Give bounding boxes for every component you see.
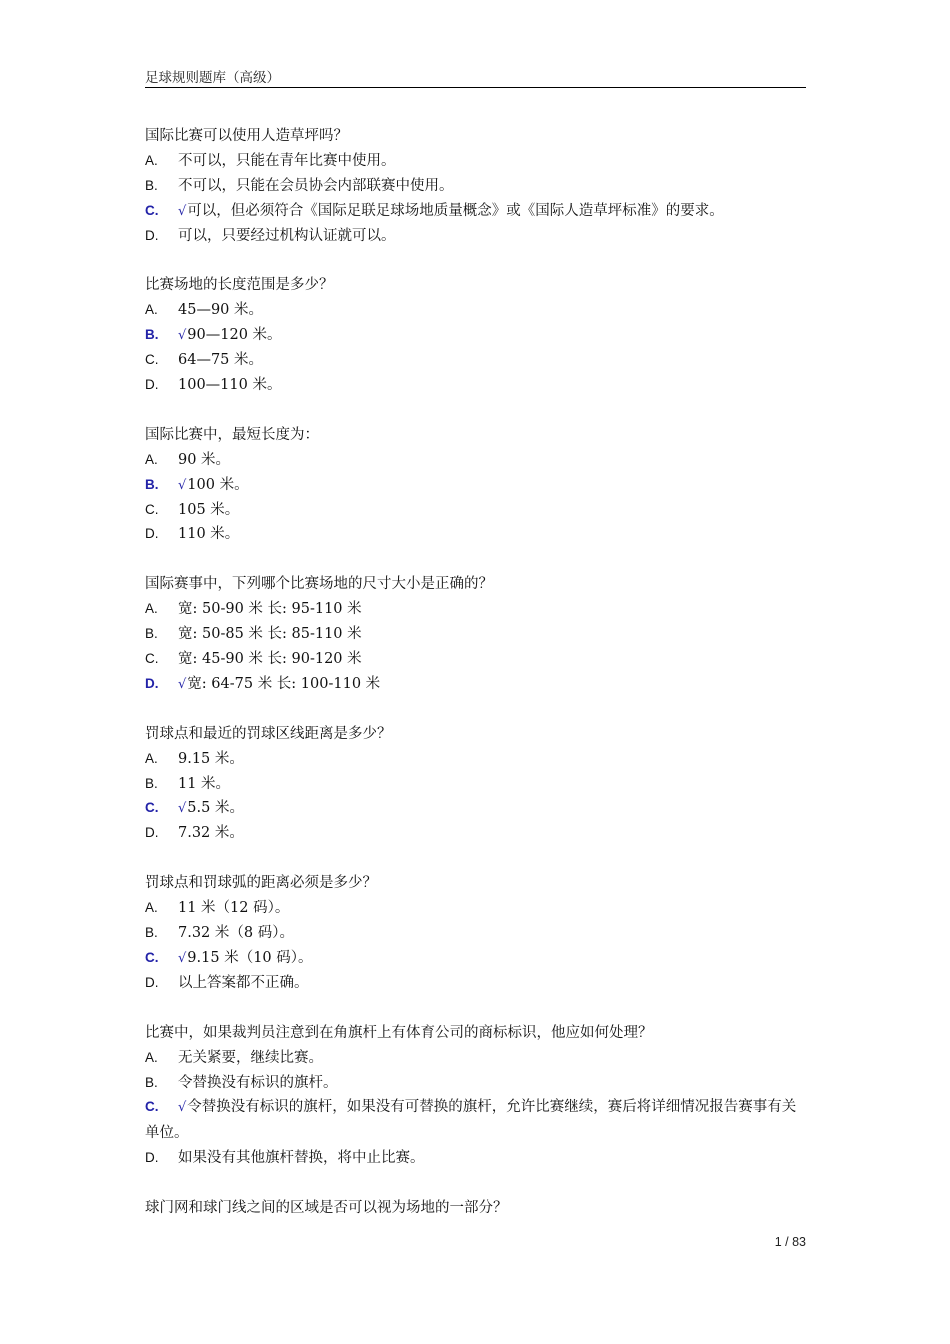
option-text: 7.32 米。 [178,825,244,842]
answer-option [145,1046,806,1071]
option-letter: C. [145,501,159,517]
question-text: 罚球点和最近的罚球区线距离是多少？ [145,725,392,742]
option-text: 105 米。 [178,501,240,518]
option-text: 宽: 50-85 米 长: 85-110 米 [178,626,362,643]
question-block [145,124,806,248]
answer-option [145,921,806,946]
option-letter: D. [145,377,159,393]
question-block [145,1021,806,1171]
answer-option-correct [145,1095,806,1146]
option-text: 11 米（12 码）。 [178,900,290,917]
question-block [145,1196,806,1221]
option-letter: D. [145,227,159,243]
option-letter: B. [145,1074,158,1090]
option-letter: B. [145,626,158,642]
option-letter: D. [145,974,159,990]
answer-option [145,1146,806,1171]
option-letter: C. [145,352,159,368]
option-text: 7.32 米（8 码）。 [178,925,294,942]
option-text: 5.5 米。 [187,800,244,817]
answer-option [145,821,806,846]
option-text: 以上答案都不正确。 [178,974,309,991]
question-text: 国际赛事中，下列哪个比赛场地的尺寸大小是正确的？ [145,576,493,593]
option-letter: A. [145,601,158,617]
answer-option [145,149,806,174]
option-letter: A. [145,750,158,766]
option-text: 令替换没有标识的旗杆。 [178,1074,338,1091]
answer-option [145,448,806,473]
option-letter: B. [145,476,159,492]
option-letter: A. [145,302,158,318]
option-letter: C. [145,202,159,218]
option-text: 45—90 米。 [178,302,264,319]
option-letter: A. [145,152,158,168]
check-mark-icon: √ [178,676,187,692]
question-block [145,273,806,397]
question-text: 比赛场地的长度范围是多少？ [145,277,334,294]
header-title: 足球规则题库（高级） [145,70,280,86]
question-text: 比赛中，如果裁判员注意到在角旗杆上有体育公司的商标标识，他应如何处理？ [145,1024,653,1041]
question-text: 球门网和球门线之间的区域是否可以视为场地的一部分？ [145,1200,508,1217]
option-text: 64—75 米。 [178,352,264,369]
option-text: 可以，但必须符合《国际足联足球场地质量概念》或《国际人造草坪标准》的要求。 [187,202,724,219]
option-text: 9.15 米（10 码）。 [187,949,313,966]
answer-option [145,647,806,672]
option-letter: A. [145,451,158,467]
question-text: 罚球点和罚球弧的距离必须是多少？ [145,875,377,892]
option-letter: D. [145,526,159,542]
option-letter: B. [145,327,159,343]
answer-option-correct [145,323,806,348]
option-text: 令替换没有标识的旗杆，如果没有可替换的旗杆，允许比赛继续，赛后将详细情况报告赛事有关单位。 [145,1099,797,1142]
option-letter: B. [145,775,158,791]
option-letter: B. [145,925,158,941]
page-header [145,66,806,88]
option-text: 宽: 45-90 米 长: 90-120 米 [178,651,362,668]
option-letter: C. [145,1099,159,1115]
option-letter: D. [145,675,159,691]
question-text: 国际比赛可以使用人造草坪吗？ [145,128,348,144]
option-letter: D. [145,1150,159,1166]
answer-option-correct [145,473,806,498]
option-letter: C. [145,949,159,965]
answer-option [145,348,806,373]
answer-option-correct [145,672,806,697]
check-mark-icon: √ [178,328,187,344]
option-text: 宽: 64-75 米 长: 100-110 米 [187,675,381,692]
check-mark-icon: √ [178,950,187,966]
question-block [145,423,806,547]
option-text: 100—110 米。 [178,377,282,394]
answer-option [145,747,806,772]
option-text: 宽: 50-90 米 长: 95-110 米 [178,601,362,618]
option-letter: C. [145,651,159,667]
answer-option [145,498,806,523]
check-mark-icon: √ [178,203,187,219]
option-text: 不可以，只能在青年比赛中使用。 [178,152,396,169]
answer-option-correct [145,796,806,821]
answer-option [145,971,806,996]
option-text: 如果没有其他旗杆替换，将中止比赛。 [178,1150,425,1167]
option-text: 不可以，只能在会员协会内部联赛中使用。 [178,177,454,194]
option-text: 11 米。 [178,775,231,792]
answer-option [145,224,806,249]
question-list [145,124,806,1221]
answer-option [145,772,806,797]
answer-option [145,174,806,199]
answer-option [145,1071,806,1096]
option-letter: C. [145,800,159,816]
answer-option [145,597,806,622]
option-text: 90—120 米。 [187,327,282,344]
option-text: 90 米。 [178,451,231,468]
check-mark-icon: √ [178,801,187,817]
answer-option [145,373,806,398]
question-block [145,871,806,995]
option-letter: A. [145,900,158,916]
option-letter: D. [145,825,159,841]
option-text: 可以，只要经过机构认证就可以。 [178,227,396,244]
answer-option-correct [145,946,806,971]
option-text: 100 米。 [187,476,249,493]
check-mark-icon: √ [178,477,187,493]
option-letter: B. [145,177,158,193]
page-number: 1 / 83 [774,1235,806,1249]
option-letter: A. [145,1049,158,1065]
option-text: 110 米。 [178,526,240,543]
question-block [145,572,806,696]
check-mark-icon: √ [178,1100,187,1116]
question-text: 国际比赛中，最短长度为： [145,426,319,443]
answer-option [145,522,806,547]
question-block [145,722,806,846]
answer-option [145,896,806,921]
option-text: 无关紧要，继续比赛。 [178,1049,323,1066]
answer-option-correct [145,199,806,224]
answer-option [145,622,806,647]
answer-option [145,298,806,323]
option-text: 9.15 米。 [178,750,244,767]
